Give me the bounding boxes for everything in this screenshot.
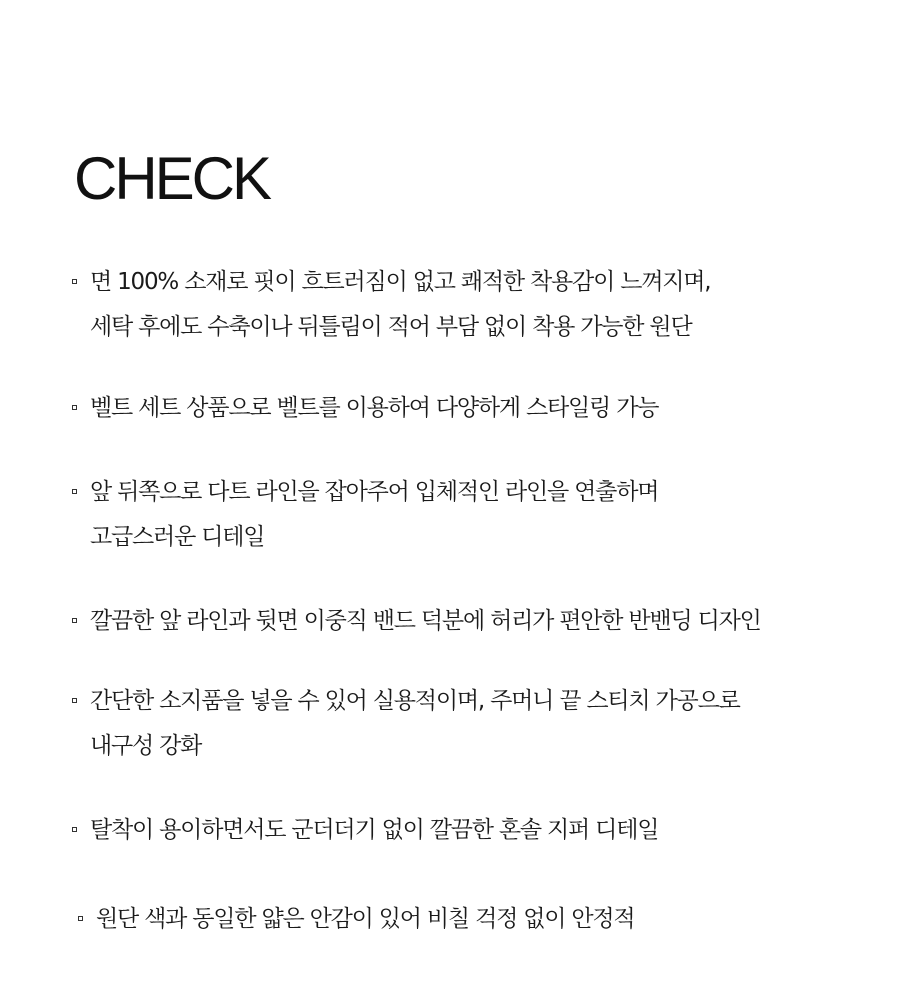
section-title: CHECK [74, 145, 270, 212]
check-item-text: 세탁 후에도 수축이나 뒤틀림이 적어 부담 없이 착용 가능한 원단 [90, 314, 692, 340]
square-bullet-icon [72, 618, 77, 623]
check-list-item [70, 679, 870, 769]
square-bullet-icon [72, 827, 77, 832]
check-item-text: 깔끔한 앞 라인과 뒷면 이중직 밴드 덕분에 허리가 편안한 반밴딩 디자인 [90, 608, 761, 634]
check-item-text: 면 100% 소재로 핏이 흐트러짐이 없고 쾌적한 착용감이 느껴지며, [90, 269, 711, 295]
square-bullet-icon [72, 698, 77, 703]
check-item-line [70, 515, 870, 560]
check-item-line [70, 599, 870, 644]
check-item-text: 고급스러운 디테일 [90, 524, 265, 550]
check-item-line [70, 386, 870, 431]
check-item-line [76, 897, 876, 942]
check-item-text: 원단 색과 동일한 얇은 안감이 있어 비칠 걱정 없이 안정적 [96, 906, 635, 932]
check-list-item [70, 808, 870, 853]
square-bullet-icon [78, 916, 83, 921]
square-bullet-icon [72, 489, 77, 494]
check-list-item [70, 386, 870, 431]
check-list-item [76, 897, 876, 942]
check-item-line [70, 305, 870, 350]
check-list-item [70, 470, 870, 560]
check-item-text: 내구성 강화 [90, 733, 202, 759]
check-item-text: 탈착이 용이하면서도 군더더기 없이 깔끔한 혼솔 지퍼 디테일 [90, 817, 659, 843]
check-item-text: 벨트 세트 상품으로 벨트를 이용하여 다양하게 스타일링 가능 [90, 395, 659, 421]
check-item-text: 간단한 소지품을 넣을 수 있어 실용적이며, 주머니 끝 스티치 가공으로 [90, 688, 740, 714]
check-item-line [70, 808, 870, 853]
check-list-item [70, 260, 870, 350]
check-list-item [70, 599, 870, 644]
check-item-line [70, 260, 870, 305]
square-bullet-icon [72, 405, 77, 410]
square-bullet-icon [72, 279, 77, 284]
check-item-text: 앞 뒤쪽으로 다트 라인을 잡아주어 입체적인 라인을 연출하며 [90, 479, 659, 505]
check-item-line [70, 724, 870, 769]
check-item-line [70, 679, 870, 724]
check-item-line [70, 470, 870, 515]
